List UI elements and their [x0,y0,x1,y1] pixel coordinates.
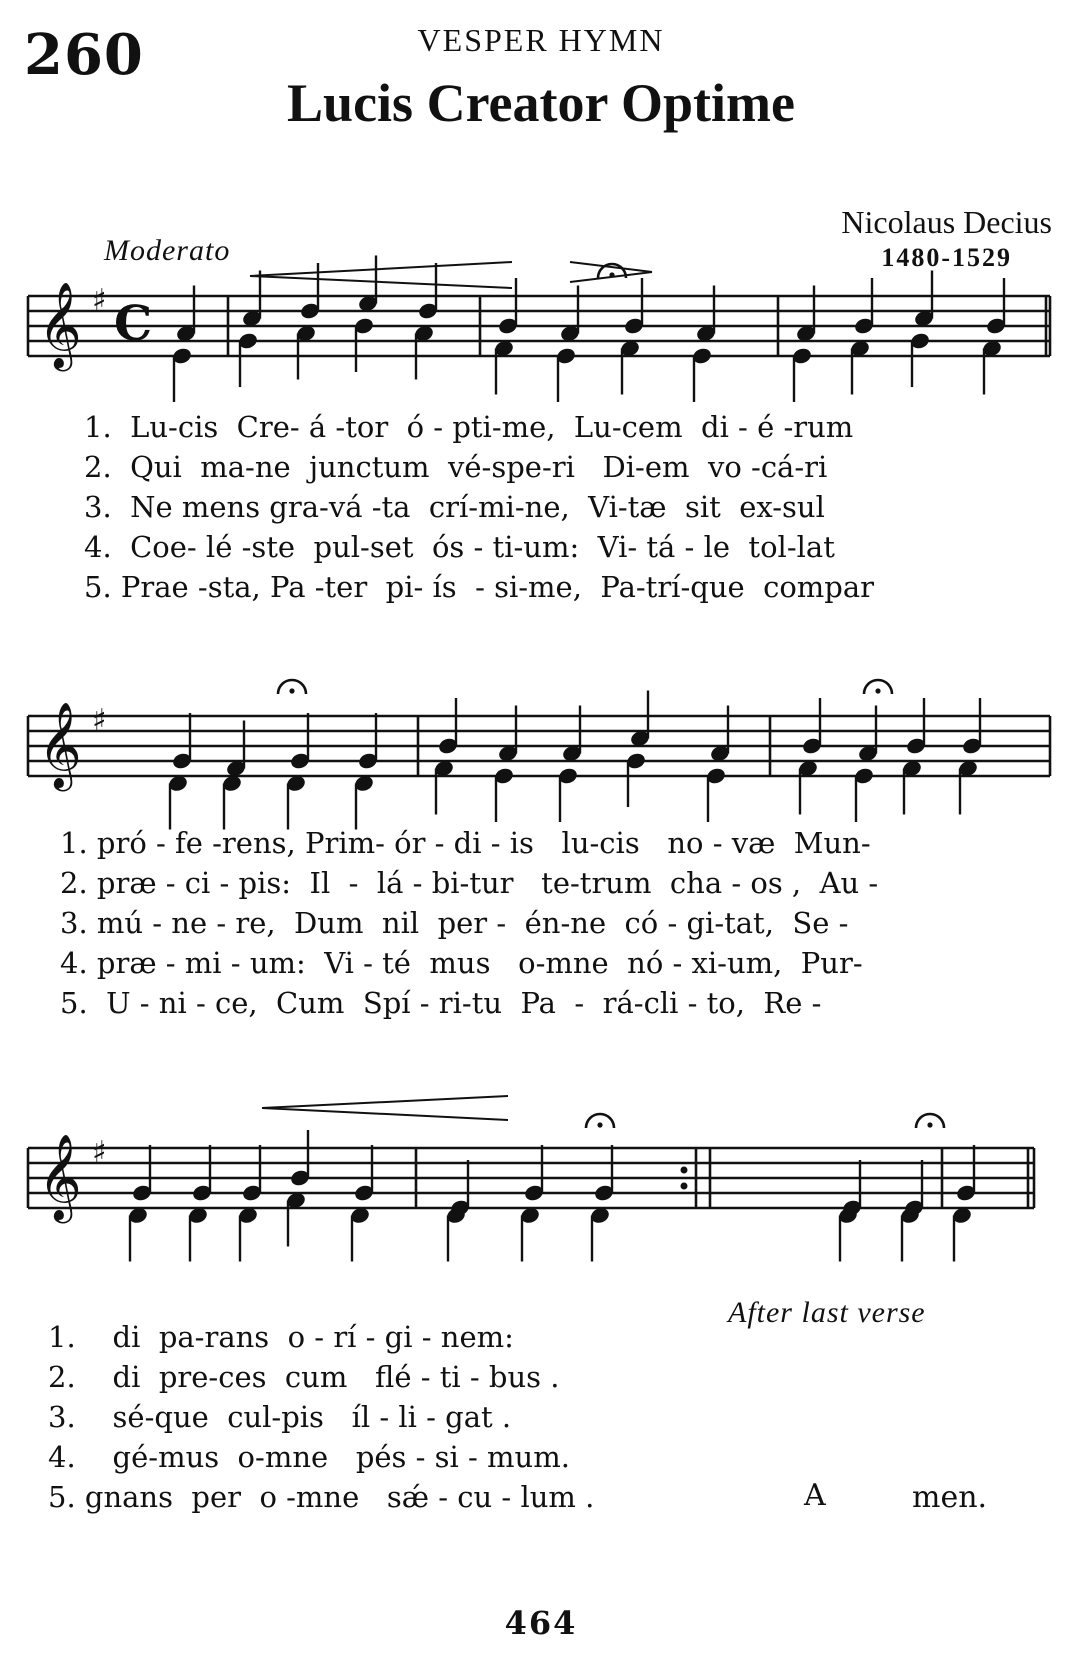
lyric-line: 2. præ - ci - pis: Il - lá - bi-tur te-trum cha - os , Au - [60,866,879,900]
lyric-line: 4. præ - mi - um: Vi - té mus o-mne nó - xi-um, Pur- [60,946,863,980]
lyric-line: 2. Qui ma-ne junctum vé-spe-ri Di-em vo -cá-ri [84,450,828,484]
fermata-dot [289,688,294,693]
lyric-line: 5. U - ni - ce, Cum Spí - ri-tu Pa - rá-cli - to, Re - [60,986,822,1020]
after-last-verse-label: After last verse [728,1296,926,1329]
lyric-line: 3. sé-que cul-pis íl - li - gat . [48,1400,512,1434]
crescendo-hairpin [250,262,512,288]
lyric-line: 3. Ne mens gra-vá -ta crí-mi-ne, Vi-tæ sit ex-sul [84,490,825,524]
lyric-line: 5. Prae -sta, Pa -ter pi- ís - si-me, Pa-trí-que compar [84,570,875,604]
lyric-line: 2. di pre-ces cum flé - ti - bus . [48,1360,560,1394]
lyric-line: 5. gnans per o -mne sǽ - cu - lum . [48,1480,595,1514]
note-group [127,256,1007,1262]
composer-name: Nicolaus Decius [841,204,1052,240]
key-signature-sharp-icon: ♯ [92,283,107,318]
tempo-marking: Moderato [104,234,231,267]
lyric-line: 1. di pa-rans o - rí - gi - nem: [48,1320,514,1354]
common-time-icon: C [114,296,153,352]
treble-clef-icon: 𝄞 [38,282,82,368]
key-signature-sharp-icon: ♯ [92,1135,107,1170]
hymn-number: 260 [24,22,144,88]
lyric-line: 4. Coe- lé -ste pul-set ós - ti-um: Vi- tá - le tol-lat [84,530,835,564]
hymn-title: Lucis Creator Optime [287,73,795,133]
fermata-dot [927,1122,932,1127]
page-number: 464 [504,1604,578,1642]
crescendo-hairpin [262,1096,508,1120]
lyric-line: 3. mú - ne - re, Dum nil per - én-ne có - gi-tat, Se - [60,906,849,940]
amen-second-syllable: men. [912,1480,988,1515]
treble-clef-icon: 𝄞 [38,1134,82,1220]
fermata-dot [875,688,880,693]
key-signature-sharp-icon: ♯ [92,703,107,738]
lyric-line: 1. Lu-cis Cre- á -tor ó - pti-me, Lu-cem di - é -rum [84,410,854,444]
treble-clef-icon: 𝄞 [38,702,82,788]
lyric-line: 4. gé-mus o-mne pés - si - mum. [48,1440,570,1474]
composer-dates: 1480-1529 [881,243,1013,272]
lyric-line: 1. pró - fe -rens, Prim- ór - di - is lu-cis no - væ Mun- [60,826,871,860]
fermata-dot [597,1122,602,1127]
hymn-subtitle: VESPER HYMN [417,22,665,58]
repeat-dot [681,1167,688,1174]
amen-first-syllable: A [804,1478,826,1513]
repeat-dot [681,1183,688,1190]
